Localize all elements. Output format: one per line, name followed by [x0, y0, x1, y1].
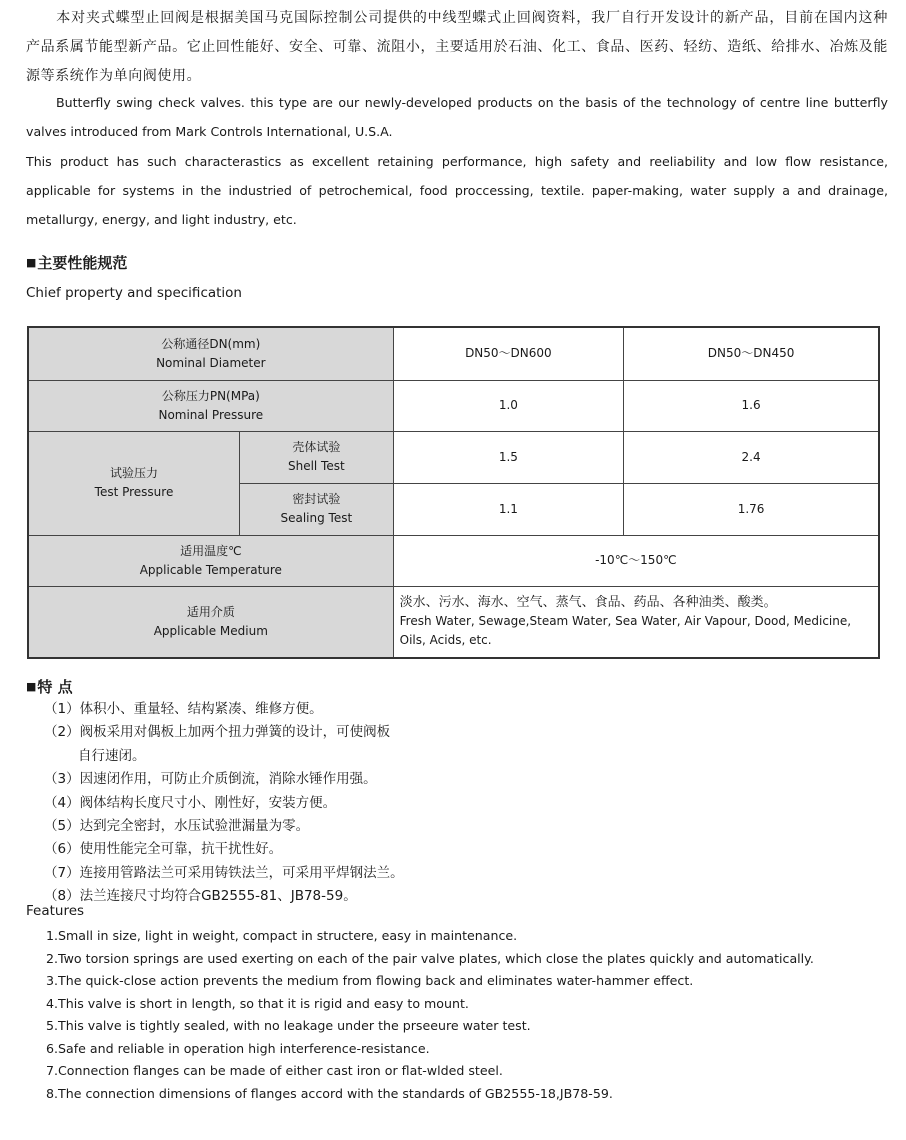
spec-table	[27, 326, 880, 659]
medium-value-cn: 淡水、污水、海水、空气、蒸气、食品、药品、各种油类、酸类。	[399, 595, 777, 611]
intro-english	[26, 88, 888, 234]
nominal-pressure-value-2: 1.6	[624, 380, 879, 431]
table-row	[28, 380, 879, 431]
sealing-test-value-1: 1.1	[393, 483, 623, 535]
square-bullet-icon: ■	[26, 256, 37, 269]
table-row	[28, 431, 879, 483]
test-pressure-label: 试验压力 Test Pressure	[28, 431, 240, 535]
list-item: （8）法兰连接尺寸均符合GB2555-81、JB78-59。	[44, 888, 357, 905]
features-heading-en: Features	[26, 903, 85, 919]
medium-label: 适用介质 Applicable Medium	[28, 586, 393, 658]
list-item: 1.Small in size, light in weight, compact in structere, easy in maintenance.	[46, 928, 518, 943]
spec-heading-en: Chief property and specification	[26, 285, 242, 301]
list-item: （5）达到完全密封，水压试验泄漏量为零。	[44, 818, 310, 835]
table-row	[28, 327, 879, 380]
nominal-diameter-value-2: DN50～DN450	[624, 327, 879, 380]
list-item: （3）因速闭作用，可防止介质倒流，消除水锤作用强。	[44, 771, 377, 788]
list-item: （7）连接用管路法兰可采用铸铁法兰，可采用平焊钢法兰。	[44, 864, 404, 881]
list-item: （6）使用性能完全可靠，抗干扰性好。	[44, 841, 283, 858]
list-item: （2）阀板采用对偶板上加两个扭力弹簧的设计，可使阀板	[44, 724, 391, 741]
shell-test-value-1: 1.5	[393, 431, 623, 483]
list-item: 6.Safe and reliable in operation high interference-resistance.	[46, 1040, 430, 1056]
list-item: 3.The quick-close action prevents the medium from flowing back and eliminates water-hammer effect.	[46, 973, 694, 988]
list-item: 8.The connection dimensions of flanges accord with the standards of GB2555-18,JB78-59.	[46, 1085, 613, 1101]
list-item: 4.This valve is short in length, so that it is rigid and easy to mount.	[46, 995, 469, 1011]
list-item: 5.This valve is tightly sealed, with no leakage under the prseeure water test.	[46, 1018, 531, 1033]
table-row	[28, 535, 879, 586]
list-item: （1）体积小、重量轻、结构紧凑、维修方便。	[44, 701, 323, 717]
features-heading-cn: ■特 点	[26, 678, 73, 696]
nominal-pressure-value-1: 1.0	[393, 380, 623, 431]
sealing-test-label: 密封试验 Sealing Test	[240, 483, 394, 535]
nominal-diameter-label: 公称通径DN(mm) Nominal Diameter	[28, 327, 393, 380]
intro-english-text-2: This product has such characterastics as excellent retaining performance, high safety and reeliability and low flow resistance, applicable for systems in the industried of petrochemical, food proccessing, textile. paper-making, water supply a and drainage, metallurgy, energy, and light industry, etc.	[26, 153, 888, 228]
intro-english-text-1: Butterfly swing check valves. this type are our newly-developed products on the basis of the technology of centre line butterfly valves introduced from Mark Controls International, U.S.A.	[26, 95, 888, 140]
list-item: 自行速闭。	[78, 747, 146, 764]
intro-chinese	[26, 4, 888, 91]
spec-heading-cn: ■主要性能规范	[26, 254, 128, 272]
shell-test-label: 壳体试验 Shell Test	[240, 431, 394, 483]
shell-test-value-2: 2.4	[624, 431, 879, 483]
list-item: 2.Two torsion springs are used exerting on each of the pair valve plates, which close the plates quickly and automatically.	[46, 950, 814, 966]
list-item: 7.Connection flanges can be made of either cast iron or flat-wlded steel.	[46, 1063, 503, 1078]
features-list-en	[46, 925, 814, 1105]
sealing-test-value-2: 1.76	[624, 483, 879, 535]
nominal-diameter-value-1: DN50～DN600	[393, 327, 623, 380]
intro-chinese-text: 本对夹式蝶型止回阀是根据美国马克国际控制公司提供的中线型蝶式止回阀资料，我厂自行开发设计的新产品，目前在国内这种产品系属节能型新产品。它止回性能好、安全、可靠、流阻小，主要适用於石油、化工、食品、医药、轻纺、造纸、给排水、冶炼及能源等系统作为单向阀使用。	[26, 10, 888, 84]
nominal-pressure-label: 公称压力PN(MPa) Nominal Pressure	[28, 380, 393, 431]
list-item: （4）阀体结构长度尺寸小、刚性好，安装方便。	[44, 794, 337, 811]
features-list-cn	[44, 698, 404, 909]
temperature-value: -10℃～150℃	[393, 535, 879, 586]
square-bullet-icon: ■	[26, 680, 37, 693]
table-row	[28, 586, 879, 658]
medium-value	[393, 586, 879, 658]
temperature-label: 适用温度℃ Applicable Temperature	[28, 535, 393, 586]
medium-value-en: Fresh Water, Sewage,Steam Water, Sea Water, Air Vapour, Dood, Medicine, Oils, Acids, etc.	[399, 614, 852, 648]
